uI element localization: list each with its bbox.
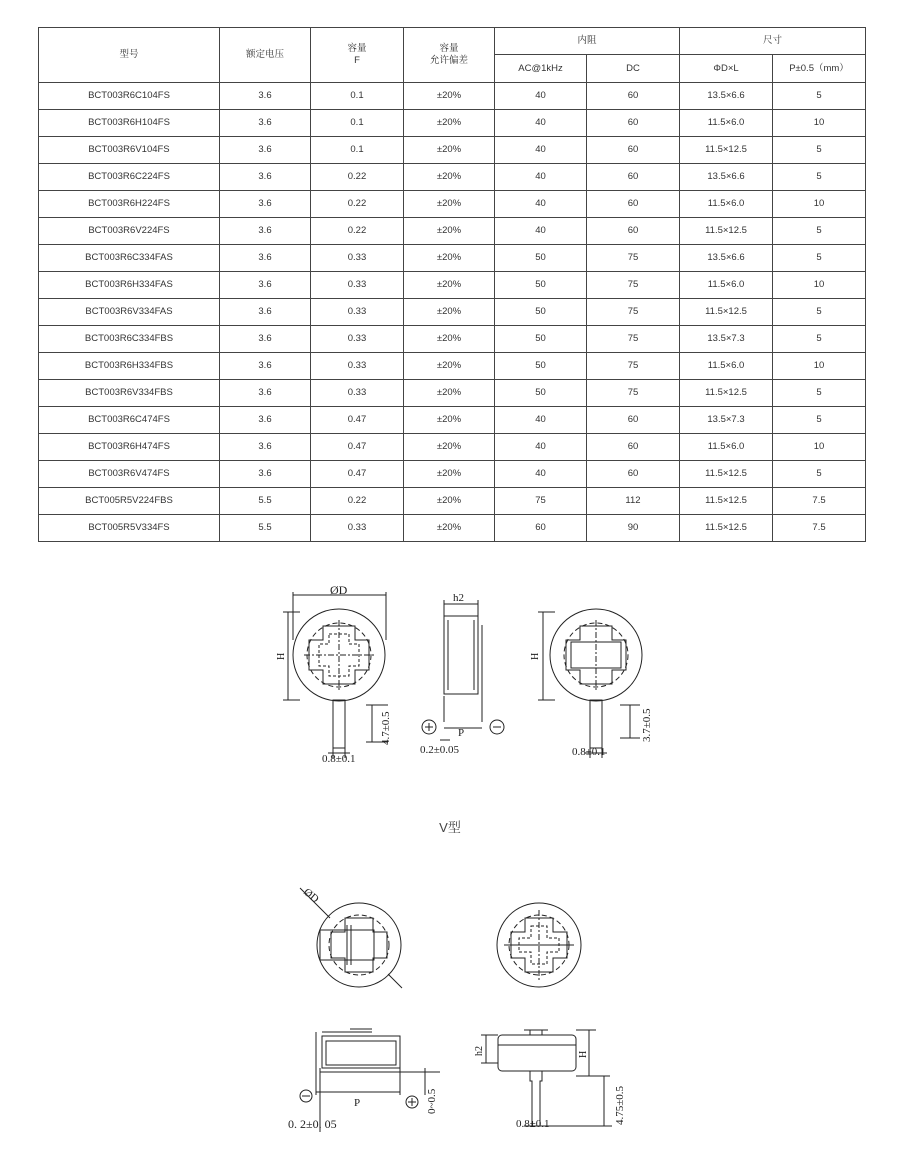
voltage-cell: 3.6 [220,407,311,434]
model-cell: BCT005R5V224FBS [39,488,220,515]
capacity-cell: 0.1 [311,83,404,110]
size-cell: 13.5×7.3 [680,407,773,434]
tolerance-cell: ±20% [404,488,495,515]
ac-resistance-cell: 40 [495,83,587,110]
p-label-v: P [354,1097,361,1109]
offset-range-v: 0~0.5 [426,1088,438,1114]
capacity-cell: 0.1 [311,137,404,164]
voltage-cell: 3.6 [220,191,311,218]
pitch-cell: 10 [773,191,866,218]
capacity-cell: 0.47 [311,461,404,488]
ac-resistance-cell: 50 [495,299,587,326]
ac-resistance-cell: 40 [495,407,587,434]
ac-resistance-cell: 40 [495,164,587,191]
model-cell: BCT003R6C334FBS [39,326,220,353]
size-cell: 13.5×6.6 [680,164,773,191]
tolerance-cell: ±20% [404,461,495,488]
tolerance-cell: ±20% [404,83,495,110]
pitch-cell: 5 [773,407,866,434]
pitch-cell: 10 [773,110,866,137]
v-type-label: V型 [439,820,461,835]
pitch-cell: 10 [773,434,866,461]
top-front-view-drawing [283,592,388,758]
dc-resistance-cell: 60 [587,461,680,488]
tolerance-cell: ±20% [404,164,495,191]
model-cell: BCT003R6V334FBS [39,380,220,407]
voltage-cell: 3.6 [220,380,311,407]
dc-resistance-cell: 60 [587,191,680,218]
dc-resistance-cell: 75 [587,380,680,407]
model-cell: BCT003R6C104FS [39,83,220,110]
model-cell: BCT003R6C474FS [39,407,220,434]
ac-resistance-cell: 40 [495,461,587,488]
size-cell: 11.5×6.0 [680,191,773,218]
h-label-v: H [578,1050,589,1058]
voltage-cell: 3.6 [220,434,311,461]
voltage-cell: 3.6 [220,83,311,110]
size-cell: 11.5×12.5 [680,380,773,407]
dc-resistance-cell: 75 [587,326,680,353]
ac-resistance-cell: 40 [495,191,587,218]
tolerance-cell: ±20% [404,407,495,434]
voltage-cell: 5.5 [220,515,311,542]
capacity-cell: 0.33 [311,380,404,407]
tolerance-cell: ±20% [404,434,495,461]
tolerance-cell: ±20% [404,299,495,326]
ac-resistance-cell: 50 [495,380,587,407]
size-cell: 11.5×12.5 [680,218,773,245]
ac-resistance-cell: 40 [495,137,587,164]
lead-length-top-right: 3.7±0.5 [641,708,653,742]
header-model: 型号 [39,28,220,83]
lead-length-v: 4.75±0.5 [614,1085,626,1125]
lead-width-top-left: 0.8±0.1 [322,753,356,765]
voltage-cell: 3.6 [220,137,311,164]
voltage-cell: 3.6 [220,272,311,299]
capacity-cell: 0.33 [311,299,404,326]
tolerance-cell: ±20% [404,380,495,407]
pitch-cell: 5 [773,245,866,272]
lead-width-top-right: 0.8±0.1 [572,746,606,758]
dc-resistance-cell: 90 [587,515,680,542]
pitch-cell: 7.5 [773,515,866,542]
model-cell: BCT003R6V474FS [39,461,220,488]
header-capacity-tol-sub: 允许偏差 [429,55,468,66]
header-dxl: ΦD×L [680,55,773,83]
od-label-v: ØD [301,886,321,906]
size-cell: 11.5×12.5 [680,515,773,542]
h2-label-top: h2 [453,592,464,604]
size-cell: 11.5×6.0 [680,272,773,299]
pitch-cell: 5 [773,218,866,245]
od-label-top: ØD [330,583,348,597]
model-cell: BCT003R6H474FS [39,434,220,461]
header-capacity-unit: F [354,55,360,66]
model-cell: BCT003R6V104FS [39,137,220,164]
voltage-cell: 3.6 [220,245,311,272]
dc-resistance-cell: 75 [587,353,680,380]
dc-resistance-cell: 60 [587,110,680,137]
model-cell: BCT003R6H104FS [39,110,220,137]
tolerance-cell: ±20% [404,218,495,245]
size-cell: 11.5×6.0 [680,434,773,461]
v-side-lead-drawing [481,1030,612,1126]
pitch-cell: 5 [773,83,866,110]
pitch-cell: 10 [773,353,866,380]
model-cell: BCT005R5V334FS [39,515,220,542]
ac-resistance-cell: 40 [495,218,587,245]
pitch-cell: 5 [773,299,866,326]
voltage-cell: 3.6 [220,353,311,380]
model-cell: BCT003R6C224FS [39,164,220,191]
capacity-cell: 0.33 [311,326,404,353]
h2-label-v: h2 [474,1046,485,1056]
size-cell: 11.5×12.5 [680,488,773,515]
ac-resistance-cell: 50 [495,272,587,299]
ac-resistance-cell: 50 [495,245,587,272]
capacity-cell: 0.22 [311,488,404,515]
pitch-cell: 5 [773,380,866,407]
p-label-top: P [458,727,465,739]
size-cell: 13.5×6.6 [680,83,773,110]
ac-resistance-cell: 40 [495,110,587,137]
lead-thickness-v: 0. 2±0. 05 [288,1117,337,1131]
tolerance-cell: ±20% [404,110,495,137]
capacity-cell: 0.1 [311,110,404,137]
size-cell: 11.5×6.0 [680,110,773,137]
top-alt-front-view-drawing [538,609,642,758]
capacity-cell: 0.47 [311,434,404,461]
lead-length-top-left: 4.7±0.5 [380,711,392,745]
capacity-cell: 0.33 [311,245,404,272]
capacity-cell: 0.47 [311,407,404,434]
model-cell: BCT003R6C334FAS [39,245,220,272]
dc-resistance-cell: 112 [587,488,680,515]
voltage-cell: 3.6 [220,461,311,488]
tolerance-cell: ±20% [404,326,495,353]
capacity-cell: 0.33 [311,515,404,542]
size-cell: 13.5×6.6 [680,245,773,272]
capacity-cell: 0.33 [311,353,404,380]
ac-resistance-cell: 40 [495,434,587,461]
v-top-view-plain-drawing [497,903,581,987]
voltage-cell: 3.6 [220,299,311,326]
header-rated-voltage: 额定电压 [220,28,311,83]
pitch-cell: 5 [773,164,866,191]
tolerance-cell: ±20% [404,245,495,272]
ac-resistance-cell: 60 [495,515,587,542]
voltage-cell: 3.6 [220,326,311,353]
size-cell: 11.5×12.5 [680,299,773,326]
pitch-cell: 5 [773,461,866,488]
capacity-cell: 0.33 [311,272,404,299]
capacity-cell: 0.22 [311,218,404,245]
header-pitch: P±0.5（mm） [773,55,866,83]
model-cell: BCT003R6H334FBS [39,353,220,380]
dc-resistance-cell: 75 [587,245,680,272]
header-capacity-tol-label: 容量 [439,43,459,54]
dc-resistance-cell: 60 [587,218,680,245]
voltage-cell: 3.6 [220,110,311,137]
dc-resistance-cell: 60 [587,407,680,434]
lead-width-v: 0.8±0.1 [516,1118,550,1130]
model-cell: BCT003R6H334FAS [39,272,220,299]
pitch-cell: 5 [773,137,866,164]
dc-resistance-cell: 60 [587,83,680,110]
h-label-top-right: H [530,652,541,660]
h-label-top-left: H [276,652,287,660]
size-cell: 11.5×6.0 [680,353,773,380]
header-dc: DC [587,55,680,83]
dc-resistance-cell: 75 [587,272,680,299]
header-internal-resistance: 内阻 [495,28,680,55]
dc-resistance-cell: 60 [587,434,680,461]
size-cell: 11.5×12.5 [680,461,773,488]
tolerance-cell: ±20% [404,191,495,218]
header-ac: AC@1kHz [495,55,587,83]
voltage-cell: 3.6 [220,218,311,245]
pitch-cell: 5 [773,326,866,353]
size-cell: 11.5×12.5 [680,137,773,164]
tolerance-cell: ±20% [404,137,495,164]
tolerance-cell: ±20% [404,272,495,299]
ac-resistance-cell: 50 [495,353,587,380]
dc-resistance-cell: 60 [587,137,680,164]
header-capacity-label: 容量 [347,43,367,54]
capacity-cell: 0.22 [311,191,404,218]
size-cell: 13.5×7.3 [680,326,773,353]
model-cell: BCT003R6H224FS [39,191,220,218]
voltage-cell: 5.5 [220,488,311,515]
top-side-view-drawing [422,600,504,740]
dc-resistance-cell: 75 [587,299,680,326]
tolerance-cell: ±20% [404,353,495,380]
dc-resistance-cell: 60 [587,164,680,191]
pitch-cell: 7.5 [773,488,866,515]
header-size: 尺寸 [680,28,866,55]
ac-resistance-cell: 50 [495,326,587,353]
model-cell: BCT003R6V224FS [39,218,220,245]
lead-thickness-top: 0.2±0.05 [420,744,460,756]
ac-resistance-cell: 75 [495,488,587,515]
voltage-cell: 3.6 [220,164,311,191]
pitch-cell: 10 [773,272,866,299]
model-cell: BCT003R6V334FAS [39,299,220,326]
capacity-cell: 0.22 [311,164,404,191]
tolerance-cell: ±20% [404,515,495,542]
